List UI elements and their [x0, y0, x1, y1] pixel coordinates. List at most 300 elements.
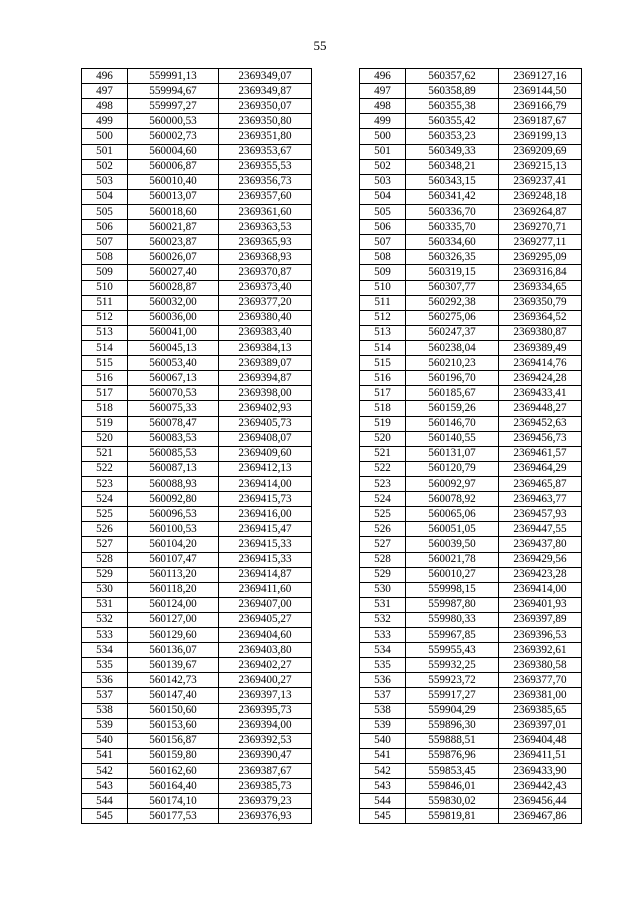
left-point-number-cell: 540 [82, 733, 128, 748]
left-x-coordinate-cell: 560177,53 [128, 809, 219, 824]
table-row [82, 658, 582, 673]
table-row [82, 159, 582, 174]
right-point-number-cell: 537 [360, 688, 406, 703]
table-row [82, 295, 582, 310]
right-x-coordinate-cell: 559853,45 [406, 764, 499, 779]
column-gap [312, 401, 360, 416]
table-row [82, 401, 582, 416]
left-y-coordinate-cell: 2369400,27 [219, 673, 312, 688]
left-x-coordinate-cell: 560010,40 [128, 174, 219, 189]
left-x-coordinate-cell: 560129,60 [128, 628, 219, 643]
right-point-number-cell: 508 [360, 250, 406, 265]
right-y-coordinate-cell: 2369381,00 [499, 688, 582, 703]
column-gap [312, 476, 360, 491]
left-point-number-cell: 537 [82, 688, 128, 703]
right-y-coordinate-cell: 2369433,41 [499, 386, 582, 401]
table-row [82, 733, 582, 748]
right-y-coordinate-cell: 2369457,93 [499, 507, 582, 522]
column-gap [312, 386, 360, 401]
left-x-coordinate-cell: 560124,00 [128, 597, 219, 612]
right-y-coordinate-cell: 2369364,52 [499, 310, 582, 325]
right-y-coordinate-cell: 2369397,01 [499, 718, 582, 733]
right-x-coordinate-cell: 560140,55 [406, 431, 499, 446]
left-x-coordinate-cell: 560085,53 [128, 446, 219, 461]
left-point-number-cell: 533 [82, 628, 128, 643]
table-row [82, 250, 582, 265]
table-row [82, 794, 582, 809]
table-row [82, 673, 582, 688]
left-y-coordinate-cell: 2369355,53 [219, 159, 312, 174]
column-gap [312, 99, 360, 114]
left-y-coordinate-cell: 2369365,93 [219, 235, 312, 250]
left-point-number-cell: 516 [82, 371, 128, 386]
left-point-number-cell: 506 [82, 220, 128, 235]
right-point-number-cell: 498 [360, 99, 406, 114]
table-row [82, 809, 582, 824]
left-x-coordinate-cell: 560053,40 [128, 356, 219, 371]
column-gap [312, 643, 360, 658]
left-y-coordinate-cell: 2369404,60 [219, 628, 312, 643]
right-point-number-cell: 521 [360, 446, 406, 461]
right-x-coordinate-cell: 559846,01 [406, 779, 499, 794]
left-point-number-cell: 508 [82, 250, 128, 265]
right-y-coordinate-cell: 2369127,16 [499, 69, 582, 84]
left-point-number-cell: 526 [82, 522, 128, 537]
left-y-coordinate-cell: 2369387,67 [219, 764, 312, 779]
left-point-number-cell: 525 [82, 507, 128, 522]
right-y-coordinate-cell: 2369199,13 [499, 129, 582, 144]
left-y-coordinate-cell: 2369357,60 [219, 189, 312, 204]
left-x-coordinate-cell: 560142,73 [128, 673, 219, 688]
left-y-coordinate-cell: 2369402,93 [219, 401, 312, 416]
coordinates-table-body [82, 69, 582, 824]
right-x-coordinate-cell: 560275,06 [406, 310, 499, 325]
left-x-coordinate-cell: 560127,00 [128, 612, 219, 627]
right-point-number-cell: 522 [360, 461, 406, 476]
left-y-coordinate-cell: 2369349,87 [219, 84, 312, 99]
table-row [82, 461, 582, 476]
left-x-coordinate-cell: 560118,20 [128, 582, 219, 597]
left-x-coordinate-cell: 560078,47 [128, 416, 219, 431]
right-y-coordinate-cell: 2369334,65 [499, 280, 582, 295]
table-row [82, 189, 582, 204]
right-x-coordinate-cell: 560353,23 [406, 129, 499, 144]
right-y-coordinate-cell: 2369464,29 [499, 461, 582, 476]
left-y-coordinate-cell: 2369384,13 [219, 340, 312, 355]
left-x-coordinate-cell: 560100,53 [128, 522, 219, 537]
right-y-coordinate-cell: 2369377,70 [499, 673, 582, 688]
table-row [82, 280, 582, 295]
left-x-coordinate-cell: 560041,00 [128, 325, 219, 340]
column-gap [312, 658, 360, 673]
left-x-coordinate-cell: 560159,80 [128, 748, 219, 763]
left-x-coordinate-cell: 559997,27 [128, 99, 219, 114]
left-point-number-cell: 522 [82, 461, 128, 476]
coordinates-table [81, 68, 582, 824]
right-x-coordinate-cell: 560358,89 [406, 84, 499, 99]
left-point-number-cell: 531 [82, 597, 128, 612]
left-point-number-cell: 530 [82, 582, 128, 597]
right-point-number-cell: 526 [360, 522, 406, 537]
table-row [82, 718, 582, 733]
left-y-coordinate-cell: 2369416,00 [219, 507, 312, 522]
right-point-number-cell: 532 [360, 612, 406, 627]
left-y-coordinate-cell: 2369353,67 [219, 144, 312, 159]
column-gap [312, 537, 360, 552]
left-y-coordinate-cell: 2369414,00 [219, 476, 312, 491]
left-point-number-cell: 545 [82, 809, 128, 824]
left-y-coordinate-cell: 2369361,60 [219, 204, 312, 219]
table-row [82, 129, 582, 144]
table-row [82, 612, 582, 627]
right-y-coordinate-cell: 2369270,71 [499, 220, 582, 235]
left-point-number-cell: 503 [82, 174, 128, 189]
left-y-coordinate-cell: 2369380,40 [219, 310, 312, 325]
right-y-coordinate-cell: 2369392,61 [499, 643, 582, 658]
left-y-coordinate-cell: 2369412,13 [219, 461, 312, 476]
right-y-coordinate-cell: 2369447,55 [499, 522, 582, 537]
left-y-coordinate-cell: 2369350,07 [219, 99, 312, 114]
right-point-number-cell: 528 [360, 552, 406, 567]
column-gap [312, 597, 360, 612]
right-point-number-cell: 530 [360, 582, 406, 597]
left-x-coordinate-cell: 560162,60 [128, 764, 219, 779]
right-x-coordinate-cell: 560196,70 [406, 371, 499, 386]
right-x-coordinate-cell: 559830,02 [406, 794, 499, 809]
column-gap [312, 567, 360, 582]
column-gap [312, 764, 360, 779]
left-point-number-cell: 539 [82, 718, 128, 733]
left-point-number-cell: 524 [82, 492, 128, 507]
left-point-number-cell: 497 [82, 84, 128, 99]
left-x-coordinate-cell: 560021,87 [128, 220, 219, 235]
right-y-coordinate-cell: 2369166,79 [499, 99, 582, 114]
right-point-number-cell: 504 [360, 189, 406, 204]
left-y-coordinate-cell: 2369349,07 [219, 69, 312, 84]
left-y-coordinate-cell: 2369402,27 [219, 658, 312, 673]
right-point-number-cell: 540 [360, 733, 406, 748]
left-x-coordinate-cell: 560150,60 [128, 703, 219, 718]
column-gap [312, 688, 360, 703]
left-y-coordinate-cell: 2369368,93 [219, 250, 312, 265]
left-y-coordinate-cell: 2369394,87 [219, 371, 312, 386]
right-y-coordinate-cell: 2369209,69 [499, 144, 582, 159]
left-y-coordinate-cell: 2369409,60 [219, 446, 312, 461]
left-y-coordinate-cell: 2369379,23 [219, 794, 312, 809]
right-x-coordinate-cell: 560185,67 [406, 386, 499, 401]
left-x-coordinate-cell: 560075,33 [128, 401, 219, 416]
column-gap [312, 461, 360, 476]
right-point-number-cell: 505 [360, 204, 406, 219]
table-row [82, 84, 582, 99]
left-point-number-cell: 520 [82, 431, 128, 446]
right-point-number-cell: 536 [360, 673, 406, 688]
table-row [82, 764, 582, 779]
left-y-coordinate-cell: 2369415,47 [219, 522, 312, 537]
right-point-number-cell: 514 [360, 340, 406, 355]
right-x-coordinate-cell: 560078,92 [406, 492, 499, 507]
right-x-coordinate-cell: 560355,42 [406, 114, 499, 129]
right-point-number-cell: 539 [360, 718, 406, 733]
table-row [82, 703, 582, 718]
left-point-number-cell: 536 [82, 673, 128, 688]
table-row [82, 688, 582, 703]
column-gap [312, 129, 360, 144]
right-point-number-cell: 497 [360, 84, 406, 99]
right-point-number-cell: 510 [360, 280, 406, 295]
right-point-number-cell: 507 [360, 235, 406, 250]
right-x-coordinate-cell: 560010,27 [406, 567, 499, 582]
column-gap [312, 69, 360, 84]
column-gap [312, 250, 360, 265]
right-point-number-cell: 533 [360, 628, 406, 643]
right-point-number-cell: 496 [360, 69, 406, 84]
right-x-coordinate-cell: 559980,33 [406, 612, 499, 627]
left-y-coordinate-cell: 2369415,33 [219, 552, 312, 567]
right-y-coordinate-cell: 2369295,09 [499, 250, 582, 265]
column-gap [312, 416, 360, 431]
right-y-coordinate-cell: 2369424,28 [499, 371, 582, 386]
column-gap [312, 779, 360, 794]
left-x-coordinate-cell: 560147,40 [128, 688, 219, 703]
table-row [82, 204, 582, 219]
right-x-coordinate-cell: 560051,05 [406, 522, 499, 537]
table-row [82, 567, 582, 582]
left-x-coordinate-cell: 560153,60 [128, 718, 219, 733]
column-gap [312, 174, 360, 189]
table-row [82, 235, 582, 250]
left-y-coordinate-cell: 2369389,07 [219, 356, 312, 371]
column-gap [312, 159, 360, 174]
table-row [82, 174, 582, 189]
left-x-coordinate-cell: 560013,07 [128, 189, 219, 204]
left-point-number-cell: 528 [82, 552, 128, 567]
table-row [82, 69, 582, 84]
right-point-number-cell: 518 [360, 401, 406, 416]
left-x-coordinate-cell: 560107,47 [128, 552, 219, 567]
column-gap [312, 507, 360, 522]
left-y-coordinate-cell: 2369415,33 [219, 537, 312, 552]
right-point-number-cell: 512 [360, 310, 406, 325]
column-gap [312, 310, 360, 325]
table-row [82, 748, 582, 763]
table-row [82, 507, 582, 522]
right-x-coordinate-cell: 559876,96 [406, 748, 499, 763]
right-x-coordinate-cell: 560336,70 [406, 204, 499, 219]
column-gap [312, 703, 360, 718]
column-gap [312, 431, 360, 446]
column-gap [312, 235, 360, 250]
column-gap [312, 748, 360, 763]
table-row [82, 779, 582, 794]
table-row [82, 310, 582, 325]
left-point-number-cell: 541 [82, 748, 128, 763]
table-row [82, 446, 582, 461]
left-y-coordinate-cell: 2369394,00 [219, 718, 312, 733]
table-row [82, 522, 582, 537]
page-number: 55 [313, 38, 327, 53]
left-x-coordinate-cell: 560006,87 [128, 159, 219, 174]
right-y-coordinate-cell: 2369467,86 [499, 809, 582, 824]
right-point-number-cell: 519 [360, 416, 406, 431]
right-y-coordinate-cell: 2369248,18 [499, 189, 582, 204]
left-x-coordinate-cell: 560096,53 [128, 507, 219, 522]
right-point-number-cell: 545 [360, 809, 406, 824]
right-point-number-cell: 513 [360, 325, 406, 340]
right-y-coordinate-cell: 2369456,44 [499, 794, 582, 809]
right-y-coordinate-cell: 2369463,77 [499, 492, 582, 507]
left-point-number-cell: 544 [82, 794, 128, 809]
right-point-number-cell: 502 [360, 159, 406, 174]
left-y-coordinate-cell: 2369373,40 [219, 280, 312, 295]
right-y-coordinate-cell: 2369423,28 [499, 567, 582, 582]
left-y-coordinate-cell: 2369405,27 [219, 612, 312, 627]
left-x-coordinate-cell: 560045,13 [128, 340, 219, 355]
left-point-number-cell: 534 [82, 643, 128, 658]
left-y-coordinate-cell: 2369392,53 [219, 733, 312, 748]
table-row [82, 386, 582, 401]
left-x-coordinate-cell: 560070,53 [128, 386, 219, 401]
left-point-number-cell: 523 [82, 476, 128, 491]
left-y-coordinate-cell: 2369377,20 [219, 295, 312, 310]
right-y-coordinate-cell: 2369414,76 [499, 356, 582, 371]
left-x-coordinate-cell: 560092,80 [128, 492, 219, 507]
right-y-coordinate-cell: 2369389,49 [499, 340, 582, 355]
table-row [82, 597, 582, 612]
right-x-coordinate-cell: 559917,27 [406, 688, 499, 703]
left-point-number-cell: 509 [82, 265, 128, 280]
table-row [82, 492, 582, 507]
right-y-coordinate-cell: 2369437,80 [499, 537, 582, 552]
left-x-coordinate-cell: 560026,07 [128, 250, 219, 265]
right-y-coordinate-cell: 2369448,27 [499, 401, 582, 416]
right-y-coordinate-cell: 2369380,58 [499, 658, 582, 673]
right-x-coordinate-cell: 559932,25 [406, 658, 499, 673]
left-y-coordinate-cell: 2369414,87 [219, 567, 312, 582]
right-x-coordinate-cell: 560247,37 [406, 325, 499, 340]
right-point-number-cell: 506 [360, 220, 406, 235]
left-y-coordinate-cell: 2369405,73 [219, 416, 312, 431]
right-point-number-cell: 531 [360, 597, 406, 612]
table-row [82, 325, 582, 340]
right-y-coordinate-cell: 2369316,84 [499, 265, 582, 280]
table-row [82, 643, 582, 658]
right-point-number-cell: 523 [360, 476, 406, 491]
left-y-coordinate-cell: 2369408,07 [219, 431, 312, 446]
left-point-number-cell: 529 [82, 567, 128, 582]
right-y-coordinate-cell: 2369404,48 [499, 733, 582, 748]
left-x-coordinate-cell: 560002,73 [128, 129, 219, 144]
left-point-number-cell: 502 [82, 159, 128, 174]
table-row [82, 265, 582, 280]
right-y-coordinate-cell: 2369397,89 [499, 612, 582, 627]
left-x-coordinate-cell: 560004,60 [128, 144, 219, 159]
left-y-coordinate-cell: 2369383,40 [219, 325, 312, 340]
right-y-coordinate-cell: 2369187,67 [499, 114, 582, 129]
right-y-coordinate-cell: 2369380,87 [499, 325, 582, 340]
left-point-number-cell: 521 [82, 446, 128, 461]
left-x-coordinate-cell: 560164,40 [128, 779, 219, 794]
left-point-number-cell: 507 [82, 235, 128, 250]
right-x-coordinate-cell: 559819,81 [406, 809, 499, 824]
left-point-number-cell: 513 [82, 325, 128, 340]
left-x-coordinate-cell: 560000,53 [128, 114, 219, 129]
column-gap [312, 371, 360, 386]
right-y-coordinate-cell: 2369461,57 [499, 446, 582, 461]
left-point-number-cell: 496 [82, 69, 128, 84]
table-row [82, 476, 582, 491]
table-row [82, 537, 582, 552]
right-x-coordinate-cell: 560146,70 [406, 416, 499, 431]
column-gap [312, 220, 360, 235]
right-point-number-cell: 503 [360, 174, 406, 189]
right-point-number-cell: 509 [360, 265, 406, 280]
left-point-number-cell: 510 [82, 280, 128, 295]
right-x-coordinate-cell: 560326,35 [406, 250, 499, 265]
table-row [82, 99, 582, 114]
right-point-number-cell: 515 [360, 356, 406, 371]
right-point-number-cell: 499 [360, 114, 406, 129]
left-y-coordinate-cell: 2369356,73 [219, 174, 312, 189]
left-y-coordinate-cell: 2369390,47 [219, 748, 312, 763]
column-gap [312, 280, 360, 295]
right-y-coordinate-cell: 2369456,73 [499, 431, 582, 446]
left-x-coordinate-cell: 560087,13 [128, 461, 219, 476]
right-x-coordinate-cell: 560120,79 [406, 461, 499, 476]
right-y-coordinate-cell: 2369385,65 [499, 703, 582, 718]
left-x-coordinate-cell: 559994,67 [128, 84, 219, 99]
left-y-coordinate-cell: 2369350,80 [219, 114, 312, 129]
left-point-number-cell: 504 [82, 189, 128, 204]
left-point-number-cell: 499 [82, 114, 128, 129]
left-point-number-cell: 515 [82, 356, 128, 371]
right-x-coordinate-cell: 560131,07 [406, 446, 499, 461]
column-gap [312, 612, 360, 627]
right-y-coordinate-cell: 2369429,56 [499, 552, 582, 567]
right-y-coordinate-cell: 2369144,50 [499, 84, 582, 99]
right-x-coordinate-cell: 560343,15 [406, 174, 499, 189]
left-point-number-cell: 543 [82, 779, 128, 794]
right-x-coordinate-cell: 560039,50 [406, 537, 499, 552]
left-x-coordinate-cell: 560156,87 [128, 733, 219, 748]
left-x-coordinate-cell: 560032,00 [128, 295, 219, 310]
right-x-coordinate-cell: 560355,38 [406, 99, 499, 114]
right-point-number-cell: 501 [360, 144, 406, 159]
column-gap [312, 673, 360, 688]
table-row [82, 628, 582, 643]
left-x-coordinate-cell: 560027,40 [128, 265, 219, 280]
right-y-coordinate-cell: 2369414,00 [499, 582, 582, 597]
right-point-number-cell: 500 [360, 129, 406, 144]
left-x-coordinate-cell: 560067,13 [128, 371, 219, 386]
right-y-coordinate-cell: 2369401,93 [499, 597, 582, 612]
column-gap [312, 295, 360, 310]
right-x-coordinate-cell: 559987,80 [406, 597, 499, 612]
right-y-coordinate-cell: 2369411,51 [499, 748, 582, 763]
table-row [82, 114, 582, 129]
right-x-coordinate-cell: 559955,43 [406, 643, 499, 658]
left-x-coordinate-cell: 560023,87 [128, 235, 219, 250]
column-gap [312, 356, 360, 371]
right-y-coordinate-cell: 2369433,90 [499, 764, 582, 779]
right-y-coordinate-cell: 2369277,11 [499, 235, 582, 250]
column-gap [312, 552, 360, 567]
right-y-coordinate-cell: 2369442,43 [499, 779, 582, 794]
column-gap [312, 325, 360, 340]
right-point-number-cell: 517 [360, 386, 406, 401]
right-x-coordinate-cell: 559888,51 [406, 733, 499, 748]
right-point-number-cell: 516 [360, 371, 406, 386]
